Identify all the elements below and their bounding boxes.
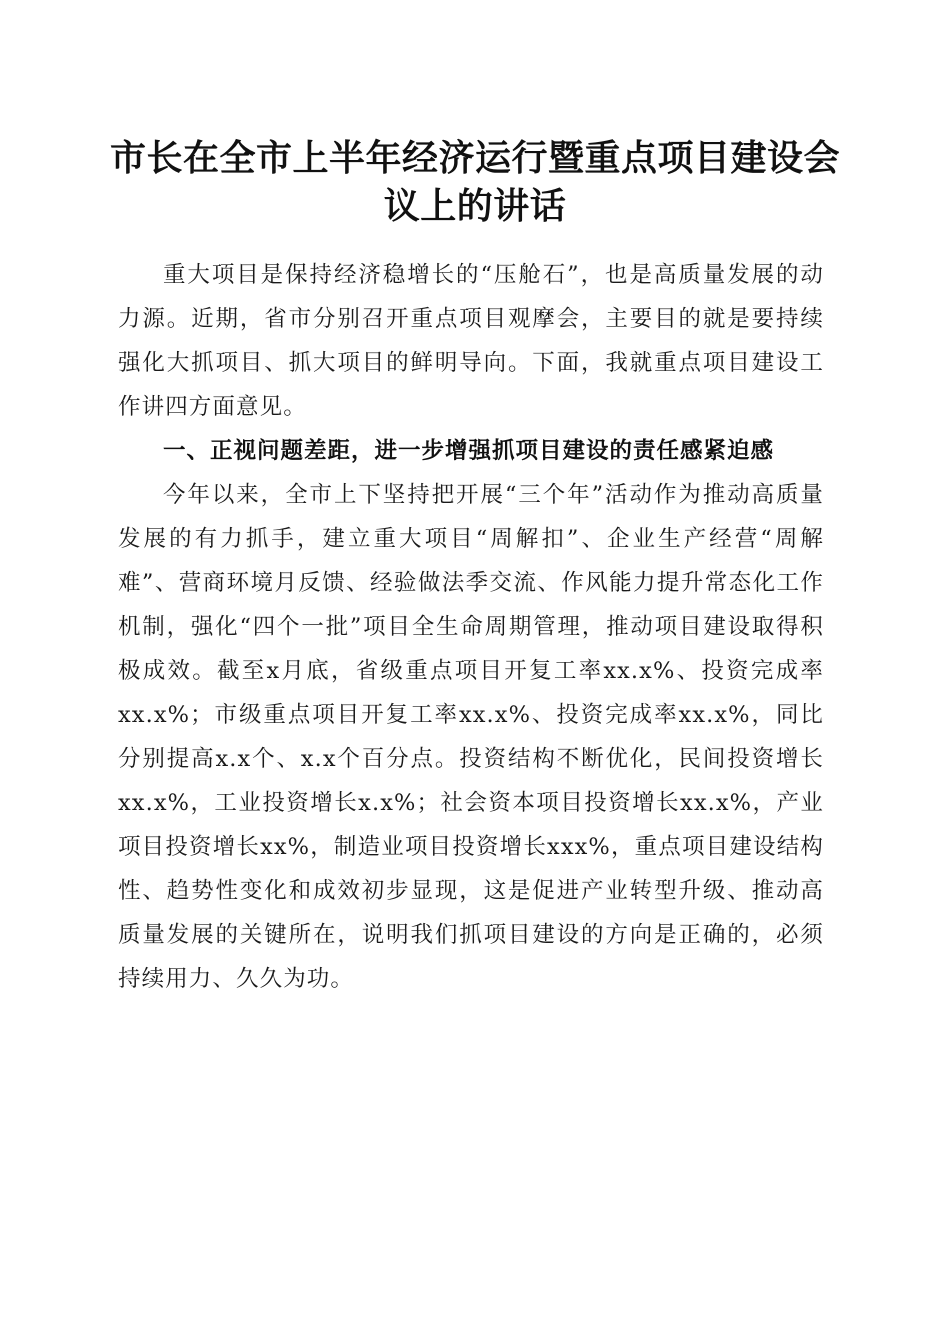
section-1-paragraph: 今年以来，全市上下坚持把开展“三个年”活动作为推动高质量发展的有力抓手，建立重大项目“周解扣”、企业生产经营“周解难”、营商环境月反馈、经验做法季交流、作风能力提升常态化工作机制，强化“四个一批”项目全生命周期管理，推动项目建设取得积极成效。截至x月底，省级重点项目开复工率xx.x%、投资完成率xx.x%；市级重点项目开复工率xx.x%、投资完成率xx.x%，同比分别提高x.x个、x.x个百分点。投资结构不断优化，民间投资增长xx.x%，工业投资增长x.x%；社会资本项目投资增长xx.x%，产业项目投资增长xx%，制造业项目投资增长xxx%，重点项目建设结构性、趋势性变化和成效初步显现，这是促进产业转型升级、推动高质量发展的关键所在，说明我们抓项目建设的方向是正确的，必须持续用力、久久为功。 — [118, 482, 824, 992]
document-title: 市长在全市上半年经济运行暨重点项目建设会议上的讲话 — [109, 137, 840, 227]
intro-paragraph: 重大项目是保持经济稳增长的“压舱石”，也是高质量发展的动力源。近期，省市分别召开重点项目观摩会，主要目的就是要持续强化大抓项目、抓大项目的鲜明导向。下面，我就重点项目建设工作讲四方面意见。 — [118, 262, 824, 420]
section-heading-1: 一、正视问题差距，进一步增强抓项目建设的责任感紧迫感 — [163, 438, 775, 464]
document-body — [118, 253, 824, 1001]
